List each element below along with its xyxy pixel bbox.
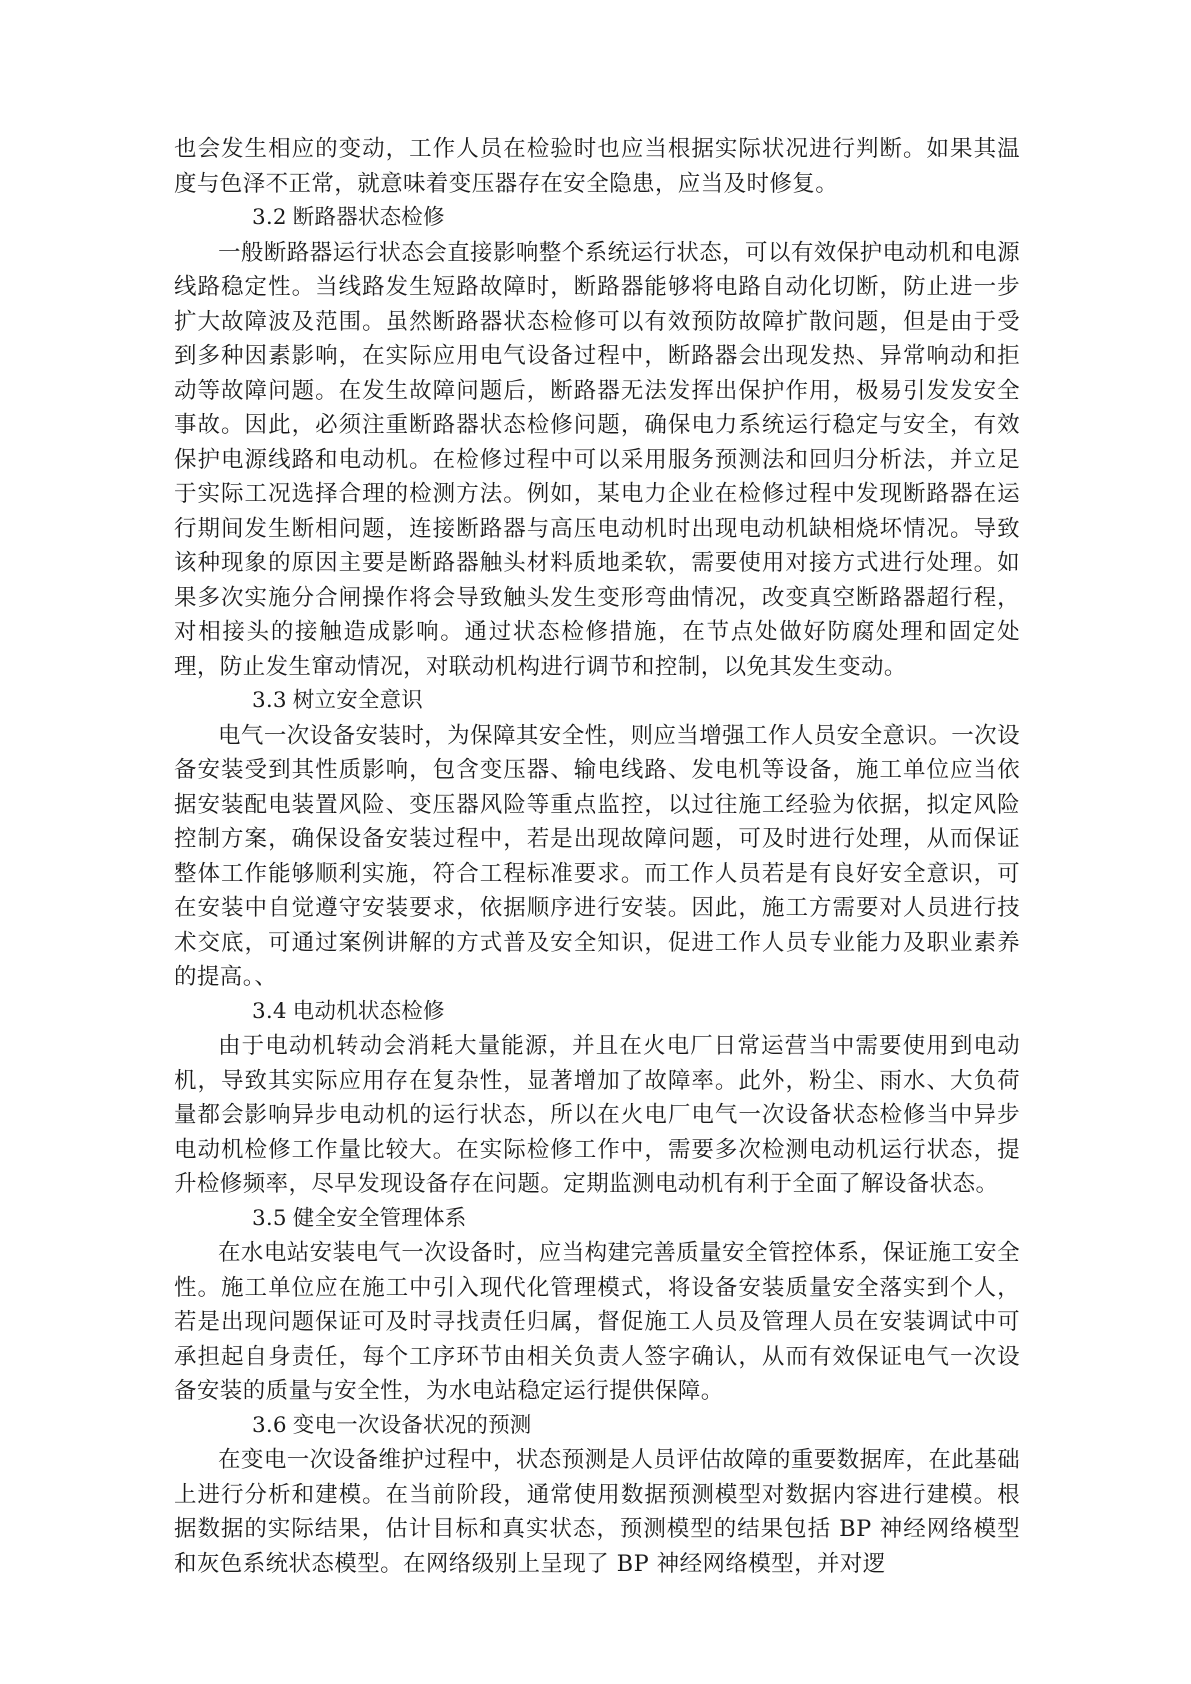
document-page [174, 132, 1020, 1581]
section-number: 3.3 [252, 688, 287, 713]
section-number: 3.6 [252, 1412, 287, 1438]
section-title: 电动机状态检修 [292, 998, 445, 1024]
section-heading-3-6 [174, 1409, 1020, 1444]
section-number: 3.4 [252, 998, 287, 1024]
paragraph-safety-management: 在水电站安装电气一次设备时，应当构建完善质量安全管控体系，保证施工安全性。施工单位应在施工中引入现代化管理模式，将设备安装质量安全落实到个人，若是出现问题保证可及时寻找责任归属，督促施工人员及管理人员在安装调试中可承担起自身责任，每个工序环节由相关负责人签字确认，从而有效保证电气一次设备安装的质量与安全性，为水电站稳定运行提供保障。 [174, 1240, 1020, 1404]
section-heading-3-2 [174, 201, 1020, 236]
section-heading-3-4 [174, 995, 1020, 1030]
paragraph-safety-awareness: 电气一次设备安装时，为保障其安全性，则应当增强工作人员安全意识。一次设备安装受到其性质影响，包含变压器、输电线路、发电机等设备，施工单位应当依据安装配电装置风险、变压器风险等重点监控，以过往施工经验为依据，拟定风险控制方案，确保设备安装过程中，若是出现故障问题，可及时进行处理，从而保证整体工作能够顺利实施，符合工程标准要求。而工作人员若是有良好安全意识，可在安装中自觉遵守安装要求，依据顺序进行安装。因此，施工方需要对人员进行技术交底，可通过案例讲解的方式普及安全知识，促进工作人员专业能力及职业素养的提高。、 [174, 722, 1020, 990]
section-heading-3-3 [174, 684, 1020, 719]
paragraph-condition-prediction: 在变电一次设备维护过程中，状态预测是人员评估故障的重要数据库，在此基础上进行分析和建模。在当前阶段，通常使用数据预测模型对数据内容进行建模。根据数据的实际结果，估计目标和真实状态，预测模型的结果包括 BP 神经网络模型和灰色系统状态模型。在网络级别上呈现了 BP 神经网络模型，并对逻 [174, 1447, 1020, 1577]
section-heading-3-5 [174, 1202, 1020, 1237]
section-number: 3.2 [252, 205, 287, 230]
paragraph-circuit-breaker: 一般断路器运行状态会直接影响整个系统运行状态，可以有效保护电动机和电源线路稳定性。当线路发生短路故障时，断路器能够将电路自动化切断，防止进一步扩大故障波及范围。虽然断路器状态检修可以有效预防故障扩散问题，但是由于受到多种因素影响，在实际应用电气设备过程中，断路器会出现发热、异常响动和拒动等故障问题。在发生故障问题后，断路器无法发挥出保护作用，极易引发发安全事故。因此，必须注重断路器状态检修问题，确保电力系统运行稳定与安全，有效保护电源线路和电动机。在检修过程中可以采用服务预测法和回归分析法，并立足于实际工况选择合理的检测方法。例如，某电力企业在检修过程中发现断路器在运行期间发生断相问题，连接断路器与高压电动机时出现电动机缺相烧坏情况。导致该种现象的原因主要是断路器触头材料质地柔软，需要使用对接方式进行处理。如果多次实施分合闸操作将会导致触头发生变形弯曲情况，改变真空断路器超行程，对相接头的接触造成影响。通过状态检修措施，在节点处做好防腐处理和固定处理，防止发生窜动情况，对联动机构进行调节和控制，以免其发生变动。 [174, 239, 1020, 680]
section-title: 变电一次设备状况的预测 [292, 1412, 532, 1438]
paragraph-continuation: 也会发生相应的变动，工作人员在检验时也应当根据实际状况进行判断。如果其温度与色泽不正常，就意味着变压器存在安全隐患，应当及时修复。 [174, 136, 1020, 197]
section-title: 健全安全管理体系 [292, 1205, 467, 1231]
paragraph-motor-maintenance: 由于电动机转动会消耗大量能源，并且在火电厂日常运营当中需要使用到电动机，导致其实际应用存在复杂性，显著增加了故障率。此外，粉尘、雨水、大负荷量都会影响异步电动机的运行状态，所以在火电厂电气一次设备状态检修当中异步电动机检修工作量比较大。在实际检修工作中，需要多次检测电动机运行状态，提升检修频率，尽早发现设备存在问题。定期监测电动机有利于全面了解设备状态。 [174, 1033, 1020, 1197]
section-number: 3.5 [252, 1205, 287, 1231]
section-title: 断路器状态检修 [292, 205, 445, 230]
section-title: 树立安全意识 [292, 688, 423, 713]
